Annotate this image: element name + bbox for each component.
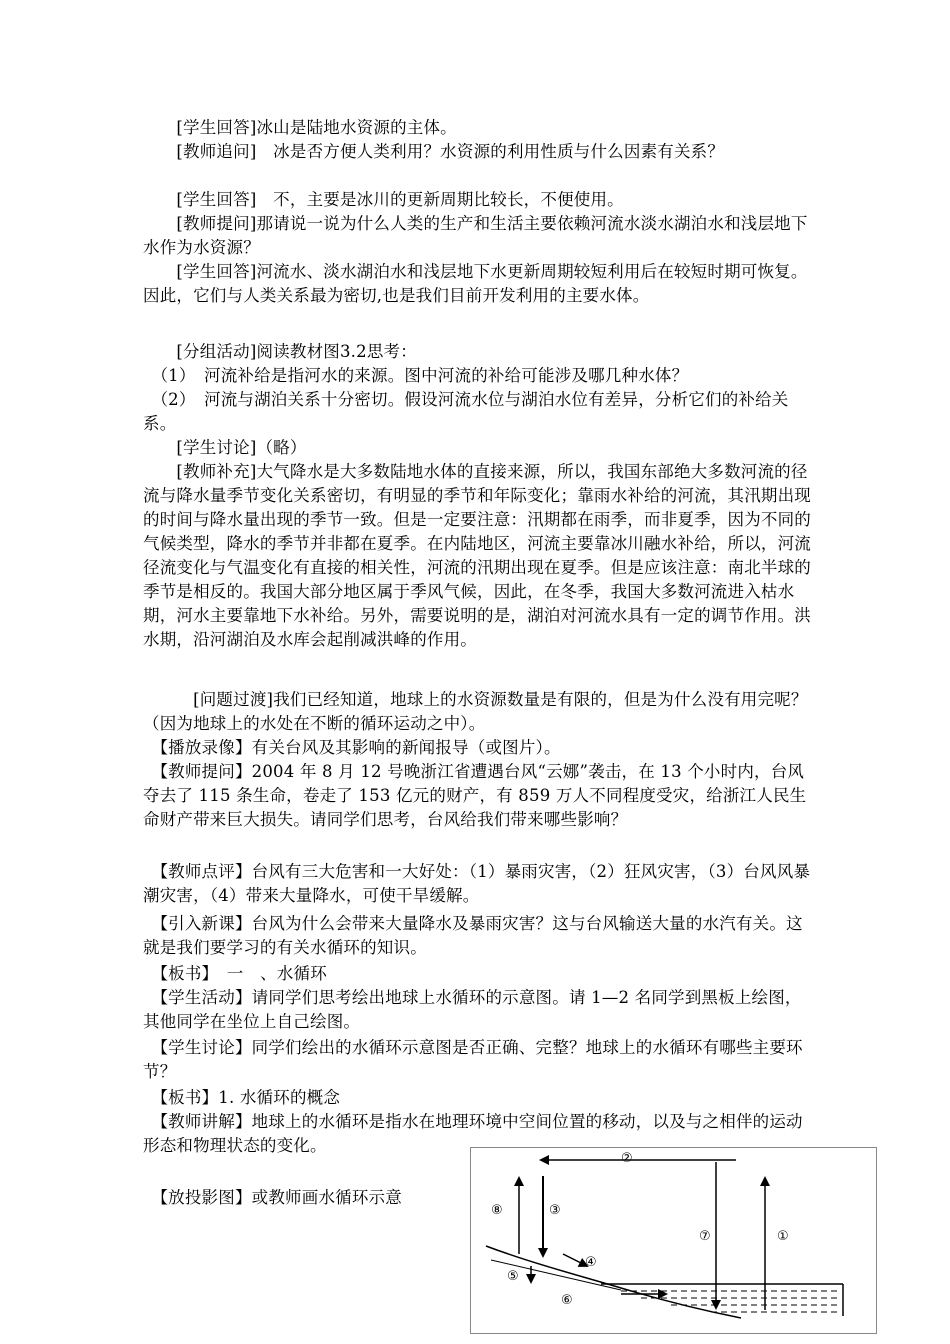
- paragraph-student-activity: 【学生活动】请同学们思考绘出地球上水循环的示意图。请 1—2 名同学到黑板上绘图，其他同学在坐位上自己绘图。: [143, 988, 802, 1031]
- label-8: ⑧: [491, 1203, 503, 1218]
- paragraph-group-activity: [分组活动]阅读教材图3.2思考：: [143, 342, 417, 361]
- paragraph-play-video: 【播放录像】有关台风及其影响的新闻报导（或图片）。: [143, 738, 561, 757]
- water-cycle-svg: [471, 1148, 876, 1333]
- paragraph-student-discussion-1: [学生讨论]（略）: [143, 438, 307, 457]
- paragraph-student-answer-1: [学生回答]冰山是陆地水资源的主体。: [143, 118, 457, 137]
- label-7: ⑦: [699, 1229, 711, 1244]
- label-2: ②: [621, 1151, 633, 1166]
- paragraph-teacher-comment: 【教师点评】台风有三大危害和一大好处：（1）暴雨灾害，（2）狂风灾害，（3）台风风暴潮灾害，（4）带来大量降水，可使干旱缓解。: [143, 862, 811, 905]
- paragraph-student-discussion-2: 【学生讨论】同学们绘出的水循环示意图是否正确、完整？地球上的水循环有哪些主要环节？: [143, 1038, 803, 1081]
- arrow-4: [563, 1254, 587, 1266]
- paragraph-teacher-followup: [教师追问] 冰是否方便人类利用？水资源的利用性质与什么因素有关系？: [143, 142, 725, 161]
- label-6: ⑥: [561, 1293, 573, 1308]
- lake-water: [601, 1284, 843, 1316]
- paragraph-transition: [问题过渡]我们已经知道，地球上的水资源数量是有限的，但是为什么没有用完呢？（因为地球上的水处在不断的循环运动之中）。: [143, 690, 808, 733]
- paragraph-teacher-question-2: 【教师提问】2004 年 8 月 12 号晚浙江省遭遇台风“云娜”袭击，在 13 个小时内，台风夺去了 115 条生命，卷走了 153 亿元的财产，有 859 万人不同程度受灾，给浙江人民生命财产带来巨大损失。请同学们思考，台风给我们带来哪些影响？: [143, 762, 807, 829]
- paragraph-board-heading-1: 【板书】 一 、水循环: [143, 964, 327, 983]
- paragraph-question-1: （1） 河流补给是指河水的来源。图中河流的补给可能涉及哪几种水体？: [143, 366, 689, 385]
- paragraph-teacher-supplement: [教师补充]大气降水是大多数陆地水体的直接来源，所以，我国东部绝大多数河流的径流与降水量季节变化关系密切，有明显的季节和年际变化；靠雨水补给的河流，其汛期出现的时间与降水量出现的季节一致。但是一定要注意：汛期都在雨季，而非夏季，因为不同的气候类型，降水的季节并非都在夏季。在内陆地区，河流主要靠冰川融水补给，所以，河流径流变化与气温变化有直接的相关性，河流的汛期出现在夏季。但是应该注意：南北半球的季节是相反的。我国大部分地区属于季风气候，因此，在冬季，我国大多数河流进入枯水期，河水主要靠地下水补给。另外，需要说明的是，湖泊对河流水具有一定的调节作用。洪水期，沿河湖泊及水库会起削减洪峰的作用。: [143, 462, 811, 649]
- paragraph-teacher-explain: 【教师讲解】地球上的水循环是指水在地理环境中空间位置的移动，以及与之相伴的运动形态和物理状态的变化。: [143, 1112, 803, 1155]
- label-1: ①: [777, 1229, 789, 1244]
- paragraph-projection: 【放投影图】或教师画水循环示意: [143, 1188, 402, 1207]
- water-cycle-diagram: [470, 1147, 877, 1334]
- label-4: ④: [585, 1255, 597, 1270]
- paragraph-board-heading-2: 【板书】1. 水循环的概念: [143, 1088, 341, 1107]
- label-3: ③: [549, 1203, 561, 1218]
- paragraph-student-answer-3: [学生回答]河流水、淡水湖泊水和浅层地下水更新周期较短利用后在较短时期可恢复。因此，它们与人类关系最为密切,也是我们目前开发利用的主要水体。: [143, 262, 808, 305]
- label-5: ⑤: [507, 1269, 519, 1284]
- paragraph-student-answer-2: [学生回答] 不，主要是冰川的更新周期比较长，不便使用。: [143, 190, 624, 209]
- paragraph-intro-new-lesson: 【引入新课】台风为什么会带来大量降水及暴雨灾害？这与台风输送大量的水汽有关。这就是我们要学习的有关水循环的知识。: [143, 914, 803, 957]
- paragraph-teacher-question-1: [教师提问]那请说一说为什么人类的生产和生活主要依赖河流水淡水湖泊水和浅层地下水作为水资源？: [143, 214, 808, 257]
- paragraph-question-2: （2） 河流与湖泊关系十分密切。假设河流水位与湖泊水位有差异，分析它们的补给关系。: [143, 390, 789, 433]
